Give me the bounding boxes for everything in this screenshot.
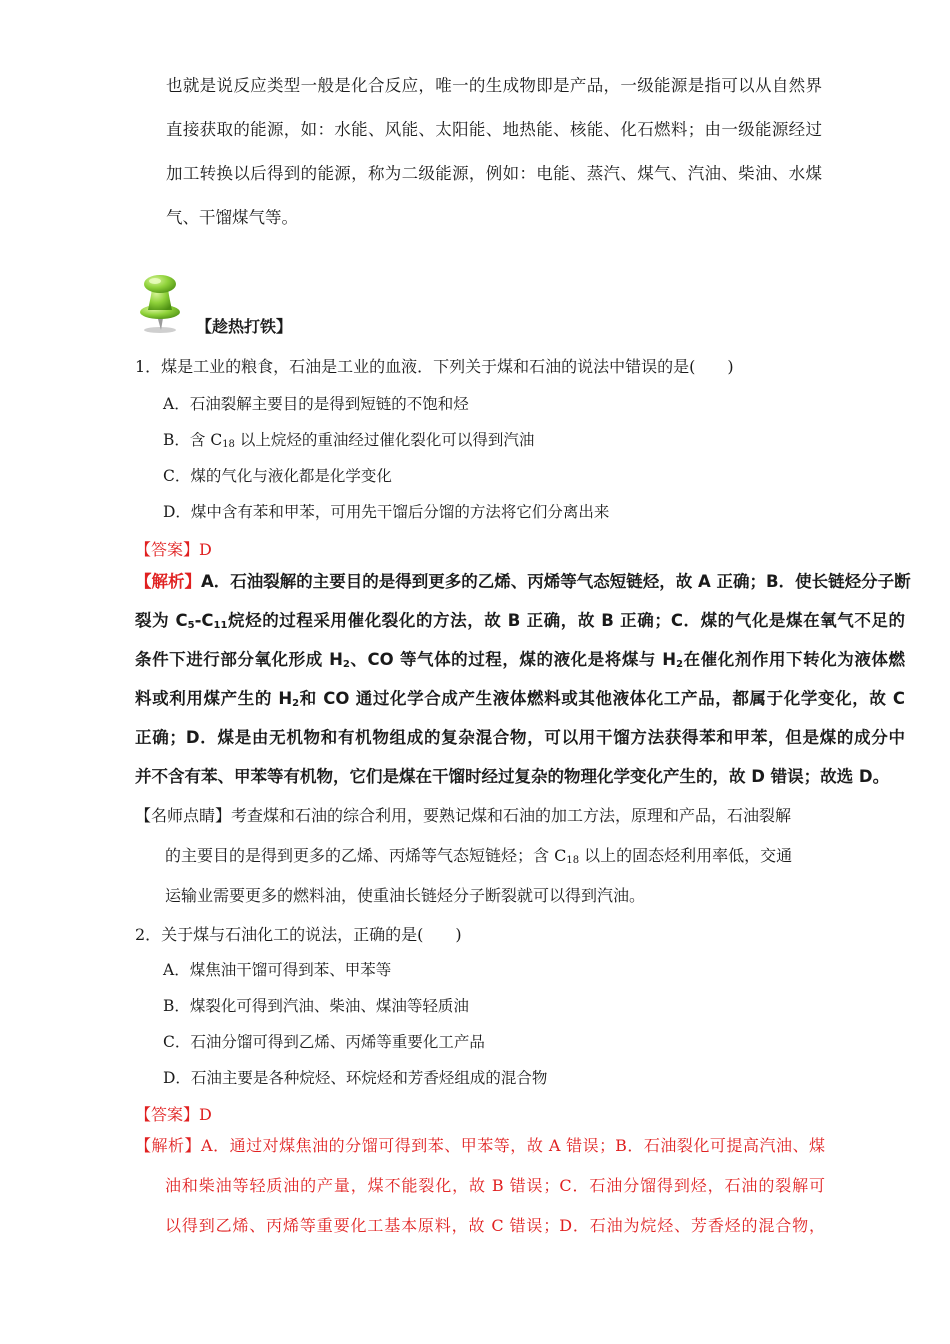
question-2-option-c: C．石油分馏可得到乙烯、丙烯等重要化工产品 bbox=[163, 1033, 485, 1051]
pushpin-icon bbox=[130, 272, 190, 334]
question-2-answer: 【答案】D bbox=[135, 1105, 212, 1124]
question-2-option-b: B．煤裂化可得到汽油、柴油、煤油等轻质油 bbox=[163, 997, 469, 1015]
question-1-option-a: A．石油裂解主要目的是得到短链的不饱和烃 bbox=[163, 395, 469, 413]
question-2-explanation: 【解析】A．通过对煤焦油的分馏可得到苯、甲苯等，故 A 错误；B．石油裂化可提高汽油、煤 油和柴油等轻质油的产量，煤不能裂化，故 B 错误；C．石油分馏得到烃，石油的裂解可 以得到乙烯、丙烯等重要化工基本原料，故 C 错误；D．石油为烷烃、芳香烃的混合物， bbox=[135, 1136, 825, 1235]
question-1-teacher-tips: 【名师点睛】考查煤和石油的综合利用，要熟记煤和石油的加工方法，原理和产品，石油裂解 的主要目的是得到更多的乙烯、丙烯等气态短链烃；含 $C_{18}$ 以上的固态烃利用率低，交通 运输业需要更多的燃料油，使重油长链烃分子断裂就可以得到汽油。 bbox=[135, 806, 793, 905]
intro-line: 直接获取的能源，如：水能、风能、太阳能、地热能、核能、化石燃料；由一级能源经过 bbox=[166, 120, 822, 139]
intro-line: 也就是说反应类型一般是化合反应，唯一的生成物即是产品，一级能源是指可以从自然界 bbox=[166, 76, 822, 95]
intro-line: 气、干馏煤气等。 bbox=[166, 208, 298, 227]
question-1-explanation: 【解析】A．石油裂解的主要目的是得到更多的乙烯、丙烯等气态短链烃，故 A 正确；B．使长链烃分子断 裂为 $C_5-C_{11}$烷烃的过程采用催化裂化的方法，故 B 正确，故 B 正确；C．煤的气化是煤在氧气不足的 条件下进行部分氧化形成 $H_2$、CO 等气体的过程，煤的液化是将煤与 $H_2$在催化剂作用下转化为液体燃 料或利用煤产生的 $H_2$和 CO 通过化学合成产生液体燃料或其他液体化工产品，都属于化学变化，故 C 正确；D．煤是由无机物和有机物组成的复杂混合物，可以用干馏方法获得苯和甲苯，但是煤的成分中 并不含有苯、甲苯等有机物，它们是煤在干馏时经过复杂的物理化学变化产生的，故 D 错误；故选 D。 bbox=[135, 572, 911, 786]
question-1-answer: 【答案】D bbox=[135, 540, 212, 559]
question-1-option-b: B．含 $C_{18}$ 以上烷烃的重油经过催化裂化可以得到汽油 bbox=[163, 431, 535, 450]
intro-line: 加工转换以后得到的能源，称为二级能源，例如：电能、蒸汽、煤气、汽油、柴油、水煤 bbox=[166, 164, 822, 183]
intro-paragraph bbox=[166, 64, 822, 240]
section-title: 【趁热打铁】 bbox=[196, 317, 293, 336]
question-1-stem: 1．煤是工业的粮食，石油是工业的血液．下列关于煤和石油的说法中错误的是( ) bbox=[135, 357, 734, 376]
question-2-option-d: D．石油主要是各种烷烃、环烷烃和芳香烃组成的混合物 bbox=[163, 1069, 548, 1087]
question-1-option-c: C．煤的气化与液化都是化学变化 bbox=[163, 467, 392, 485]
question-2-option-a: A．煤焦油干馏可得到苯、甲苯等 bbox=[163, 961, 392, 979]
question-1-option-d: D．煤中含有苯和甲苯，可用先干馏后分馏的方法将它们分离出来 bbox=[163, 503, 610, 521]
question-2-stem: 2．关于煤与石油化工的说法，正确的是( ) bbox=[135, 925, 462, 944]
